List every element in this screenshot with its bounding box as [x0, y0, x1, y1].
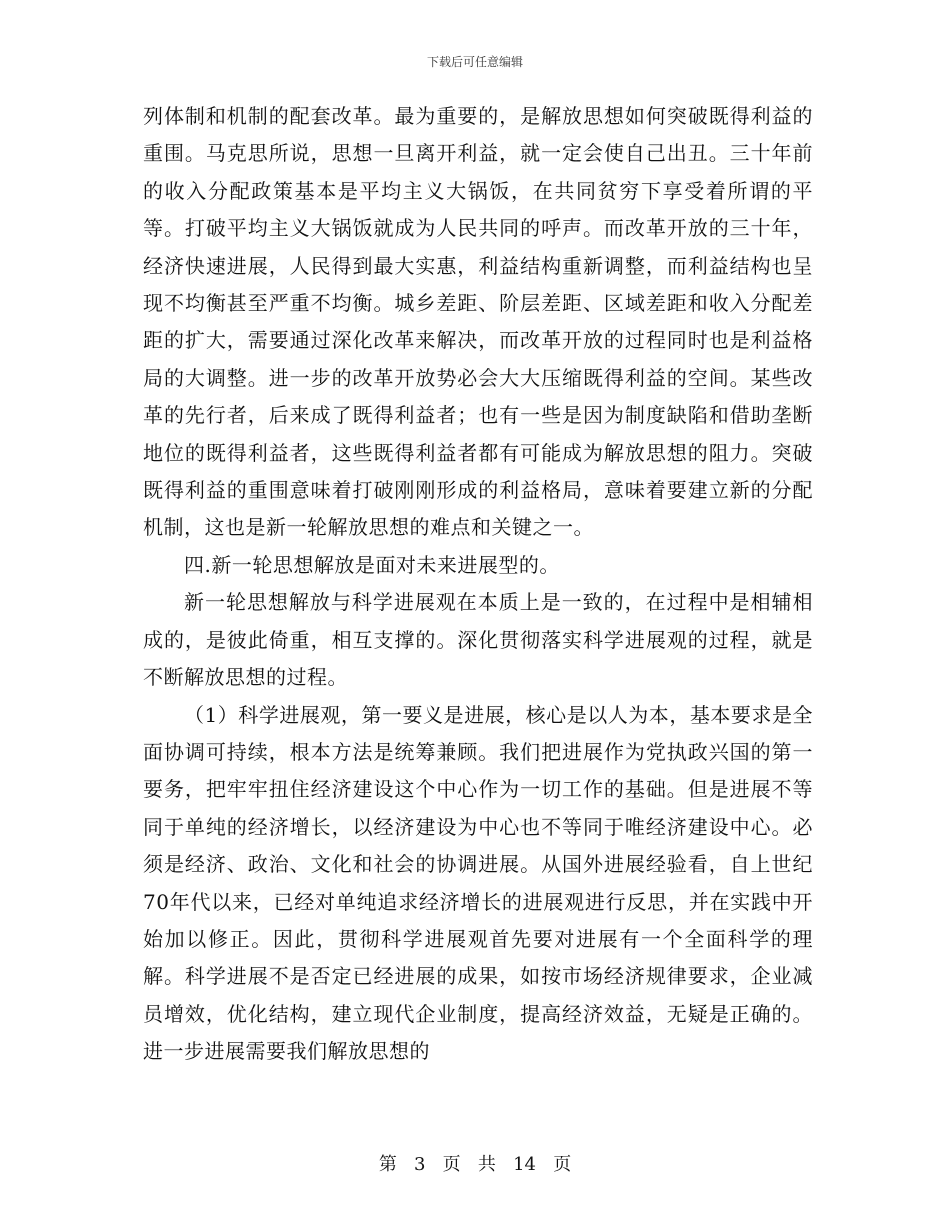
current-page-number: 3 — [414, 1154, 426, 1175]
paragraph-3: （1）科学进展观，第一要义是进展，核心是以人为本，基本要求是全面协调可持续，根本方法是统筹兼顾。我们把进展作为党执政兴国的第一要务，把牢牢扭住经济建设这个中心作为一切工作的基础。但是进展不等同于单纯的经济增长，以经济建设为中心也不等同于唯经济建设中心。必须是经济、政治、文化和社会的协调进展。从国外进展经验看，自上世纪70年代以来，已经对单纯追求经济增长的进展观进行反思，并在实践中开始加以修正。因此，贯彻科学进展观首先要对进展有一个全面科学的理解。科学进展不是否定已经进展的成果，如按市场经济规律要求，企业减员增效，优化结构，建立现代企业制度，提高经济效益，无疑是正确的。进一步进展需要我们解放思想的 — [143, 702, 813, 1064]
paragraph-2: 新一轮思想解放与科学进展观在本质上是一致的，在过程中是相辅相成的，是彼此倚重，相互支撑的。深化贯彻落实科学进展观的过程，就是不断解放思想的过程。 — [143, 590, 813, 690]
section-heading-4: 四.新一轮思想解放是面对未来进展型的。 — [184, 552, 560, 577]
paragraph-1: 列体制和机制的配套改革。最为重要的，是解放思想如何突破既得利益的重围。马克思所说，思想一旦离开利益，就一定会使自己出丑。三十年前的收入分配政策基本是平均主义大锅饭，在共同贫穷下享受着所谓的平等。打破平均主义大锅饭就成为人民共同的呼声。而改革开放的三十年，经济快速进展，人民得到最大实惠，利益结构重新调整，而利益结构也呈现不均衡甚至严重不均衡。城乡差距、阶层差距、区域差距和收入分配差距的扩大，需要通过深化改革来解决，而改革开放的过程同时也是利益格局的大调整。进一步的改革开放势必会大大压缩既得利益的空间。某些改革的先行者，后来成了既得利益者；也有一些是因为制度缺陷和借助垄断地位的既得利益者，这些既得利益者都有可能成为解放思想的阻力。突破既得利益的重围意味着打破刚刚形成的利益格局，意味着要建立新的分配机制，这也是新一轮解放思想的难点和关键之一。 — [143, 104, 813, 540]
document-body — [143, 98, 813, 1071]
footer-middle: 页 — [442, 1154, 461, 1175]
page-footer — [0, 1153, 950, 1177]
header-text: 下载后可任意编辑 — [426, 55, 523, 69]
footer-total-label: 共 — [477, 1154, 496, 1175]
footer-suffix: 页 — [553, 1154, 572, 1175]
total-pages-number: 14 — [513, 1154, 536, 1175]
footer-prefix: 第 — [378, 1154, 397, 1175]
page-header — [0, 54, 950, 70]
